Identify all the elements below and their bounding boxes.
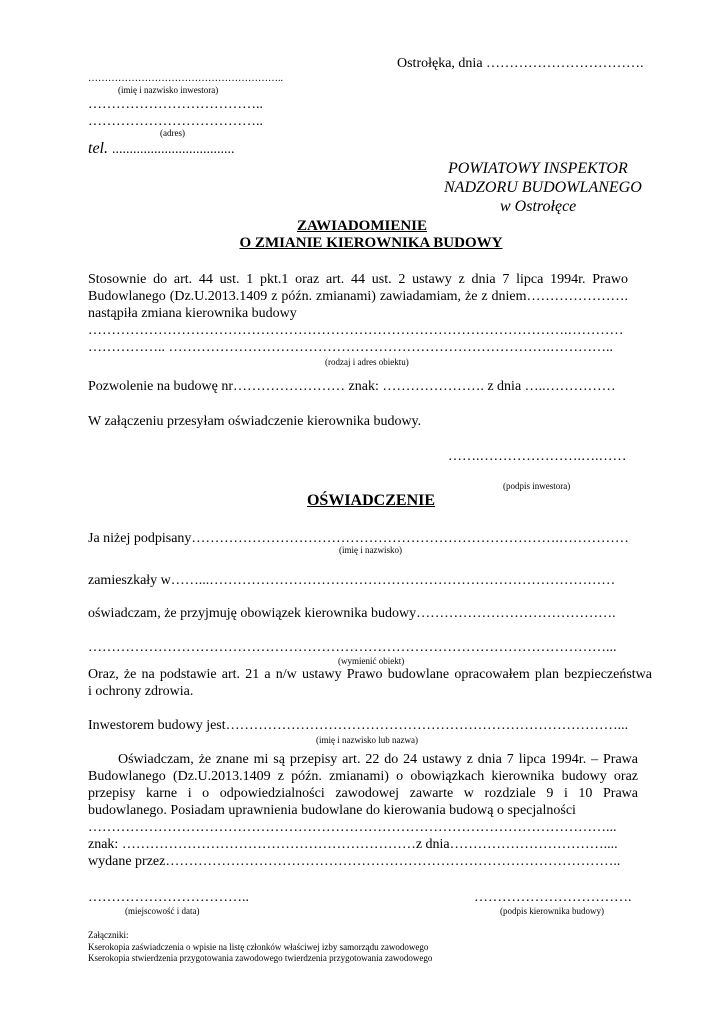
addressee-line-3: w Ostrołęce: [500, 198, 577, 215]
attachments-label: Załączniki:: [88, 930, 129, 940]
residence-line: zamieszkały w……...……………………………………………………………………………: [88, 573, 616, 588]
tel-label: tel.: [88, 140, 108, 157]
investor-name-dots: …………………………………………………..: [88, 73, 283, 84]
law-line-3: przepisy karne i o odpowiedzialności zawodowej zawarte w rozdziale 9 i 10 Prawa: [88, 786, 638, 801]
issued-by-line: wydane przez……………………………………………………………………………………..: [88, 854, 621, 869]
law-line-1: Oświadczam, że znane mi są przepisy art. 22 do 24 ustawy z dnia 7 lipca 1994r. – Prawa: [118, 752, 638, 767]
addressee-line-1: POWIATOWY INSPEKTOR: [448, 160, 628, 177]
address-caption: (adres): [160, 128, 185, 138]
notice-title-1: ZAWIADOMIENIE: [296, 218, 428, 234]
investor-signature-caption: (podpis inwestora): [503, 481, 571, 491]
object-dots-1: ………………………………………………………………………………………….…………: [88, 323, 624, 338]
declaration-title: OŚWIADCZENIE: [306, 492, 436, 509]
license-mark-line: znak: ………………………………………………………z dnia……………………………....: [88, 837, 618, 852]
attachment-line: W załączeniu przesyłam oświadczenie kierownika budowy.: [88, 414, 422, 429]
object-name-dots: …………………………………………………………………………………………………...: [88, 640, 617, 655]
attachment-item-2: Kserokopia stwierdzenia przygotowania zawodowego twierdzenia przygotowania zawodowego: [88, 953, 433, 963]
place-date-line: Ostrołęka, dnia …………………………….: [397, 56, 644, 71]
notice-paragraph-line-3: nastąpiła zmiana kierownika budowy: [88, 306, 297, 321]
place-date-dots: ……………………………..: [88, 890, 249, 905]
law-line-4: budowlanego. Posiadam uprawnienia budowlane do kierowania budową o specjalności: [88, 803, 576, 818]
safety-plan-line-1: Oraz, że na podstawie art. 21 a n/w ustawy Prawo budowlane opracowałem plan bezpieczeństwa: [88, 667, 652, 682]
object-caption: (rodzaj i adres obiektu): [325, 357, 409, 367]
manager-signature-caption: (podpis kierownika budowy): [500, 906, 604, 916]
tel-line: [88, 140, 235, 158]
investor-signature-dots: …….………………….….……: [448, 449, 627, 464]
address-dots-2: ………………………………..: [88, 114, 263, 129]
signed-name-line: Ja niżej podpisany…………………………………………………………………….……………: [88, 531, 629, 546]
investor-line: Inwestorem budowy jest…………………………………………………………………………...: [88, 718, 629, 733]
law-line-2: Budowlanego (Dz.U.2013.1409 z późn. zmianami) o obowiązkach kierownika budowy oraz: [88, 769, 638, 784]
object-dots-2: …………….. ……………………………………………………………………….…………..: [88, 340, 613, 355]
object-name-caption: (wymienić obiekt): [338, 656, 405, 666]
notice-paragraph-line-1: Stosownie do art. 44 ust. 1 pkt.1 oraz art. 44 ust. 2 ustawy z dnia 7 lipca 1994r. Prawo: [88, 272, 628, 287]
investor-name-caption: (imię i nazwisko inwestora): [118, 85, 219, 95]
addressee-line-2: NADZORU BUDOWLANEGO: [444, 179, 642, 196]
signed-name-caption: (imię i nazwisko): [339, 545, 402, 555]
permit-line: Pozwolenie na budowę nr…………………… znak: …………………. z dnia …..……………: [88, 379, 616, 394]
address-dots-1: ………………………………..: [88, 97, 263, 112]
investor-caption: (imię i nazwisko lub nazwa): [316, 735, 418, 745]
place-date-caption: (miejscowość i data): [125, 906, 200, 916]
notice-title-2: O ZMIANIE KIEROWNIKA BUDOWY: [239, 235, 503, 251]
tel-dots: ...................................: [112, 142, 235, 157]
specialty-dots: …………………………………………………………………………………………………...: [88, 820, 617, 835]
attachment-item-1: Kserokopia zaświadczenia o wpisie na listę członków właściwej izby samorządu zawodowego: [88, 942, 429, 952]
notice-paragraph-line-2: Budowlanego (Dz.U.2013.1409 z późn. zmianami) zawiadamiam, że z dniem………………….: [88, 289, 628, 304]
manager-signature-dots: …………………………….: [474, 890, 632, 905]
safety-plan-line-2: i ochrony zdrowia.: [88, 684, 194, 699]
duty-line: oświadczam, że przyjmuję obowiązek kierownika budowy…………………………………….: [88, 606, 616, 621]
